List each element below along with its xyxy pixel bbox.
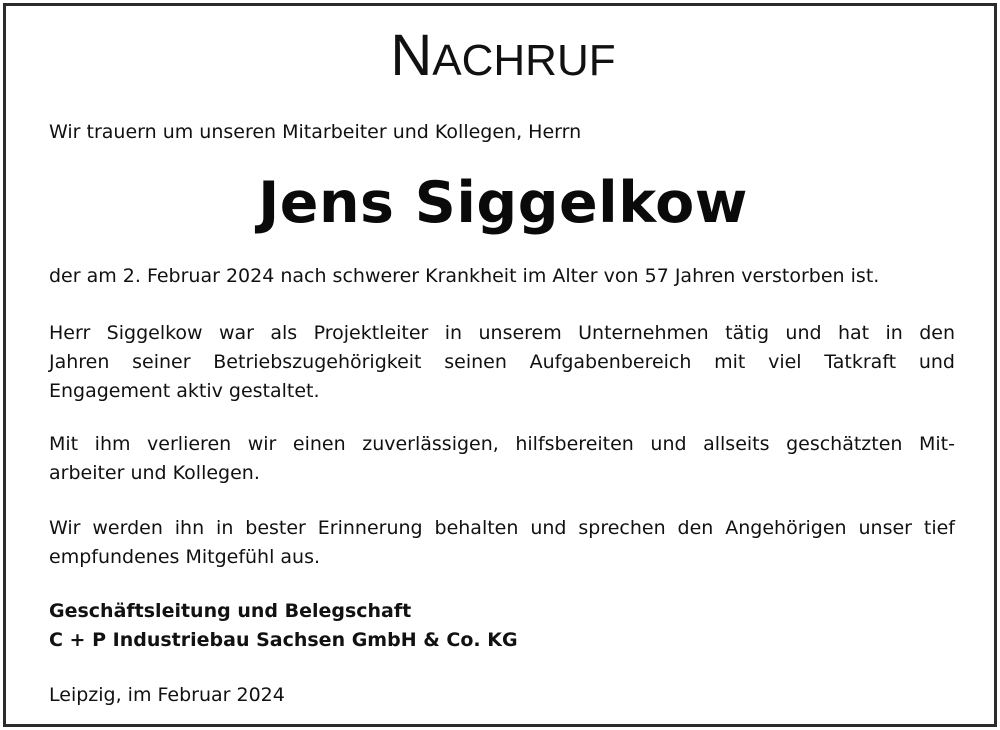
paragraph-condolence <box>49 514 955 572</box>
paragraph-role <box>49 319 955 406</box>
death-notice-line: der am 2. Februar 2024 nach schwerer Krankheit im Alter von 57 Jahren verstorben ist. <box>49 265 880 287</box>
deceased-name: Jens Siggelkow <box>258 170 748 236</box>
paragraph-condolence-line-1: Wir werden ihn in bester Erinnerung behalten und sprechen den Angehörigen unser tief <box>49 517 955 539</box>
paragraph-loss <box>49 430 955 488</box>
intro-text: Wir trauern um unseren Mitarbeiter und Kollegen, Herrn <box>49 121 582 143</box>
paragraph-role-line-3: Engagement aktiv gestaltet. <box>49 380 320 402</box>
title-rest: ACHRUF <box>432 36 616 85</box>
signature-line-2: C + P Industriebau Sachsen GmbH & Co. KG <box>49 629 518 651</box>
paragraph-role-line-2: Jahren seiner Betriebszugehörigkeit seinen Aufgabenbereich mit viel Tatkraft und <box>49 351 955 373</box>
place-date: Leipzig, im Februar 2024 <box>49 684 285 706</box>
obituary-frame <box>3 3 997 727</box>
signature-line-1: Geschäftsleitung und Belegschaft <box>49 600 412 622</box>
paragraph-loss-line-1: Mit ihm verlieren wir einen zuverlässigen, hilfsbereiten und allseits geschätzten Mit- <box>49 433 955 455</box>
signature-block <box>49 597 955 655</box>
paragraph-condolence-line-2: empfundenes Mitgefühl aus. <box>49 546 321 568</box>
page-title <box>6 23 1000 91</box>
paragraph-role-line-1: Herr Siggelkow war als Projektleiter in unserem Unternehmen tätig und hat in den <box>49 322 955 344</box>
title-first-letter: N <box>390 23 433 88</box>
paragraph-loss-line-2: arbeiter und Kollegen. <box>49 462 260 484</box>
